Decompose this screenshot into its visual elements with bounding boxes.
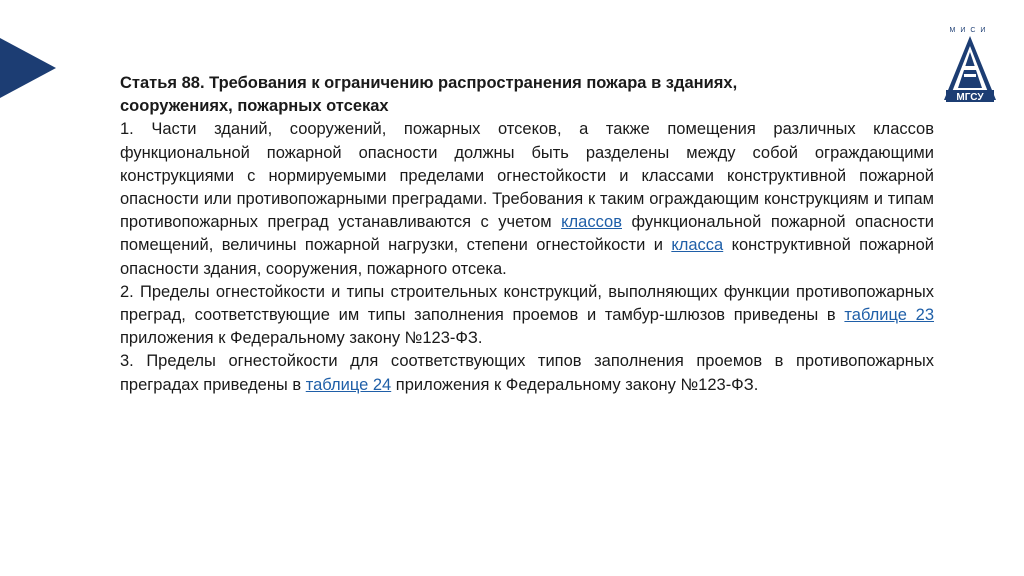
article-heading-line1: Статья 88. Требования к ограничению распространения пожара в зданиях, bbox=[120, 74, 738, 92]
paragraph-1-text-c: конструктивной пожарной опасности здания, сооружения, пожарного отсека. bbox=[120, 236, 934, 278]
paragraph-2-text-a: 2. Пределы огнестойкости и типы строительных конструкций, выполняющих функции противопожарных преград, соответствующие им типы заполнения проемов и тамбур-шлюзов приведены в bbox=[120, 282, 934, 325]
article-content bbox=[120, 72, 934, 397]
paragraph-3 bbox=[120, 350, 934, 396]
paragraph-1 bbox=[120, 118, 934, 280]
corner-triangle-decoration bbox=[0, 38, 56, 98]
mgsu-logo bbox=[938, 22, 1002, 106]
paragraph-1-text-a: 1. Части зданий, сооружений, пожарных отсеков, а также помещения различных классов функциональной пожарной опасности должны быть разделены между собой ограждающими конструкциями с нормируемыми пределами огнестойкости и классами конструктивной пожарной опасности или противопожарными преградами. Требования к таким ограждающим конструкциям и типам противопожарных преград устанавливаются с учетом bbox=[120, 120, 934, 232]
link-klassa[interactable]: класса bbox=[671, 236, 724, 255]
link-table-23[interactable]: таблице 23 bbox=[844, 306, 935, 325]
paragraph-3-text-a: 3. Пределы огнестойкости для соответствующих типов заполнения проемов в противопожарных преградах приведены в bbox=[120, 352, 934, 394]
paragraph-2 bbox=[120, 281, 934, 351]
article-heading bbox=[120, 72, 934, 118]
svg-text:МГСУ: МГСУ bbox=[956, 92, 984, 103]
svg-text:МИСИ: МИСИ bbox=[949, 27, 991, 34]
link-table-24[interactable]: таблице 24 bbox=[305, 375, 392, 394]
paragraph-1-text-b: функциональной пожарной опасности помещений, величины пожарной нагрузки, степени огнестойкости и bbox=[120, 213, 935, 255]
paragraph-2-text-b: приложения к Федеральному закону №123-ФЗ. bbox=[120, 329, 483, 348]
paragraph-3-text-b: приложения к Федеральному закону №123-ФЗ. bbox=[391, 375, 759, 394]
link-klassov[interactable]: классов bbox=[561, 213, 622, 232]
article-heading-line2: сооружениях, пожарных отсеках bbox=[120, 97, 389, 116]
